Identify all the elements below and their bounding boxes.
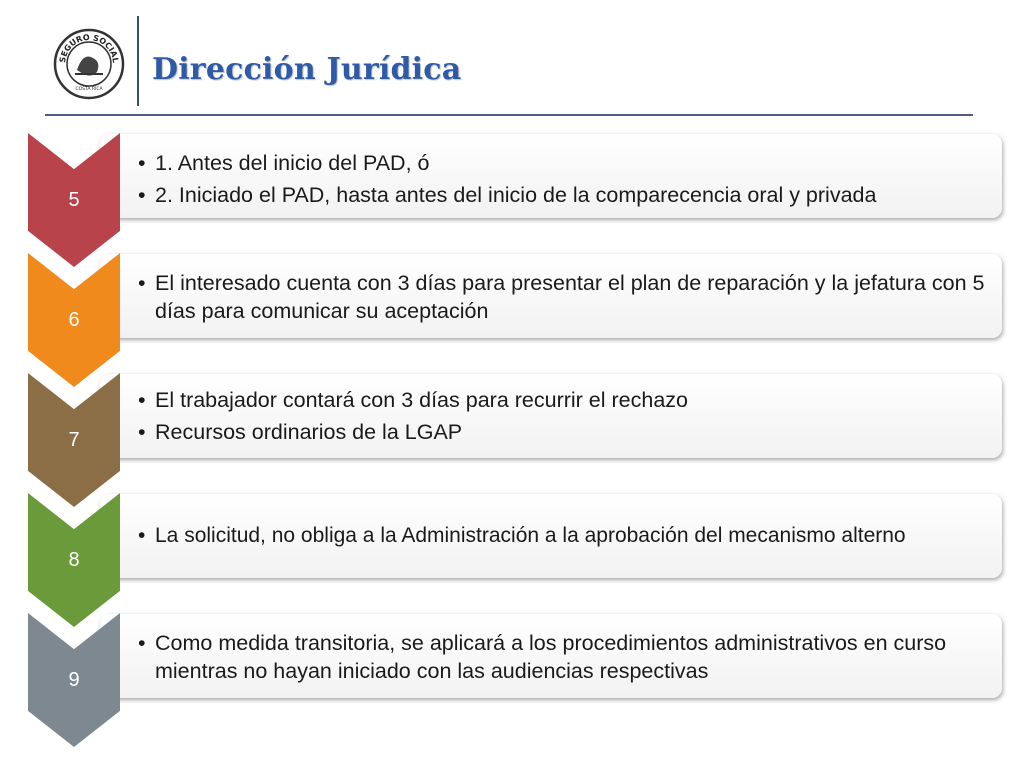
step-9 (0, 613, 1024, 748)
page-title: Dirección Jurídica (152, 52, 462, 87)
step-7-number: 7 (68, 429, 80, 451)
list-item: • 1. Antes del inicio del PAD, ó (138, 149, 994, 177)
step-5-number: 5 (68, 189, 80, 211)
header-rule (45, 114, 973, 116)
step-8-bullets (138, 522, 1000, 554)
step-6-number: 6 (68, 309, 80, 331)
seguro-social-logo (53, 28, 125, 100)
list-item: • Como medida transitoria, se aplicará a los procedimientos administrativos en curso mientras no hayan iniciado con las audiencias respectivas (138, 629, 994, 685)
step-6 (0, 253, 1024, 388)
svg-text:COSTA RICA: COSTA RICA (75, 87, 103, 92)
svg-text:SEGURO SOCIAL: SEGURO SOCIAL (57, 32, 121, 64)
list-item: • 2. Iniciado el PAD, hasta antes del inicio de la comparecencia oral y privada (138, 181, 994, 209)
list-item: • Recursos ordinarios de la LGAP (138, 418, 994, 446)
list-item: • La solicitud, no obliga a la Administración a la aprobación del mecanismo alterno (138, 522, 1000, 550)
step-8 (0, 493, 1024, 628)
step-9-bullets (138, 629, 994, 689)
step-9-number: 9 (68, 669, 80, 691)
step-5 (0, 133, 1024, 268)
header-divider (137, 16, 139, 106)
step-5-bullets (138, 149, 994, 213)
step-8-number: 8 (68, 549, 80, 571)
slide-header (0, 0, 1024, 120)
step-7 (0, 373, 1024, 508)
step-6-bullets (138, 269, 994, 329)
list-item: • El trabajador contará con 3 días para recurrir el rechazo (138, 386, 994, 414)
step-7-bullets (138, 386, 994, 450)
list-item: • El interesado cuenta con 3 días para presentar el plan de reparación y la jefatura con 5 días para comunicar su aceptación (138, 269, 994, 325)
